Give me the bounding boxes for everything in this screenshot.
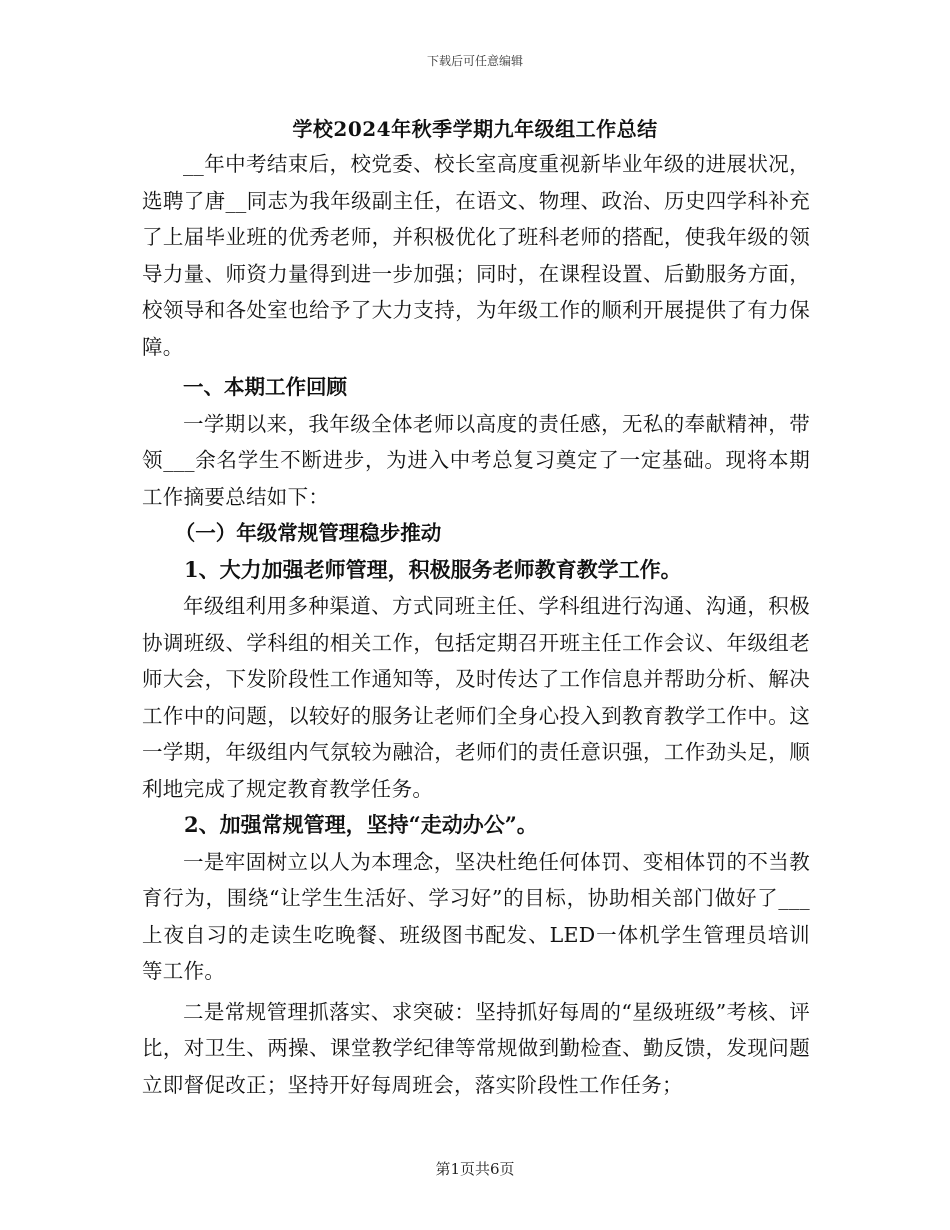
page-header-note: 下载后可任意编辑	[426, 54, 523, 68]
intro-paragraph: __年中考结束后，校党委、校长室高度重视新毕业年级的进展状况，选聘了唐__同志为我年级副主任，在语文、物理、政治、历史四学科补充了上届毕业班的优秀老师，并积极优化了班科老师的搭配，使我年级的领导力量、师资力量得到进一步加强；同时，在课程设置、后勤服务方面，校领导和各处室也给予了大力支持，为年级工作的顺利开展提供了有力保障。	[142, 152, 810, 359]
item-heading-routine-management: 2、加强常规管理，坚持“走动办公”。	[184, 812, 538, 837]
section-review-paragraph: 一学期以来，我年级全体老师以高度的责任感，无私的奉献精神，带领___余名学生不断进步，为进入中考总复习奠定了一定基础。现将本期工作摘要总结如下：	[142, 411, 810, 509]
section-heading-review: 一、本期工作回顾	[183, 375, 347, 399]
subsection-heading-routine: （一）年级常规管理稳步推动	[174, 521, 442, 545]
item-routine-paragraph-1: 一是牢固树立以人为本理念，坚决杜绝任何体罚、变相体罚的不当教育行为，围绕“让学生生活好、学习好”的目标，协助相关部门做好了___上夜自习的走读生吃晚餐、班级图书配发、LED一体机学生管理员培训等工作。	[142, 849, 810, 983]
page-number: 第1页共6页	[435, 1160, 515, 1178]
item-heading-teacher-management: 1、大力加强老师管理，积极服务老师教育教学工作。	[184, 556, 682, 582]
document-body	[142, 146, 810, 1103]
item-teacher-management-paragraph: 年级组利用多种渠道、方式同班主任、学科组进行沟通、沟通，积极协调班级、学科组的相关工作，包括定期召开班主任工作会议、年级组老师大会，下发阶段性工作通知等，及时传达了工作信息并帮助分析、解决工作中的问题，以较好的服务让老师们全身心投入到教育教学工作中。这一学期，年级组内气氛较为融洽，老师们的责任意识强，工作劲头足，顺利地完成了规定教育教学任务。	[142, 594, 810, 801]
item-routine-paragraph-2: 二是常规管理抓落实、求突破：坚持抓好每周的“星级班级”考核、评比，对卫生、两操、课堂教学纪律等常规做到勤检查、勤反馈，发现问题立即督促改正；坚持开好每周班会，落实阶段性工作任务；	[142, 999, 810, 1097]
document-title: 学校2024年秋季学期九年级组工作总结	[292, 117, 658, 141]
